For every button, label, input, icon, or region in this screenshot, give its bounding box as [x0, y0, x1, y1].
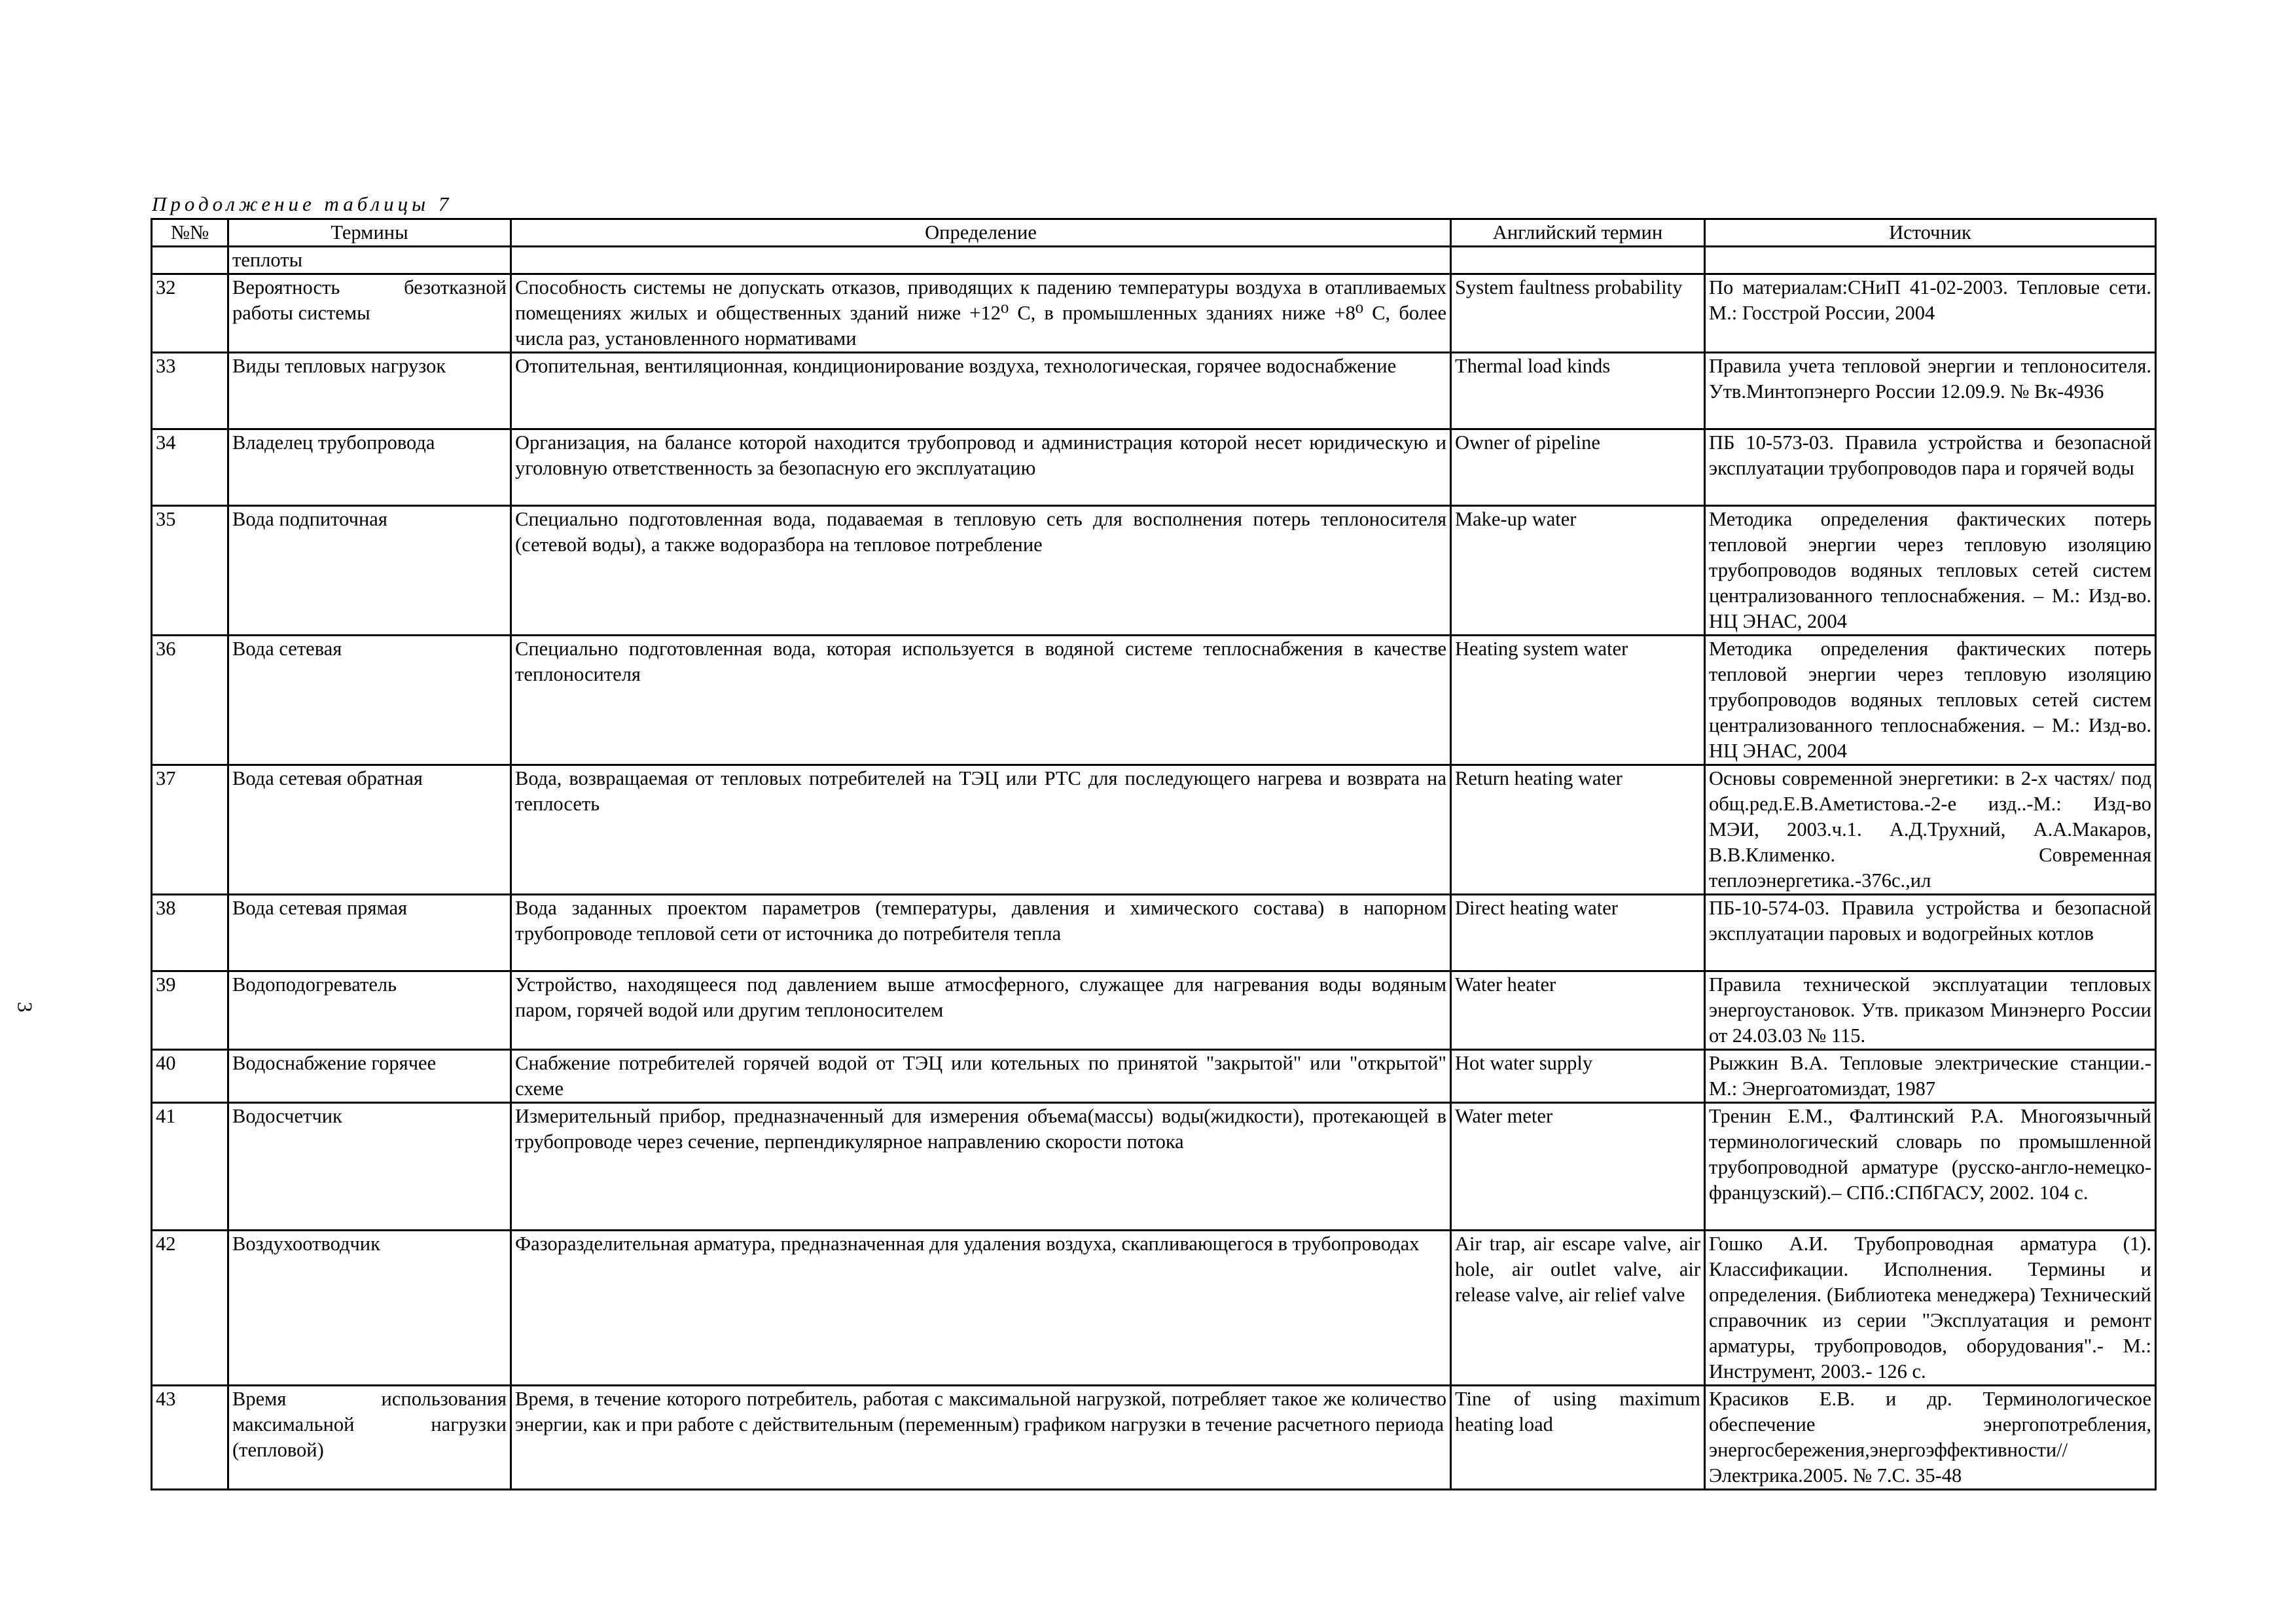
row-english: Owner of pipeline	[1451, 429, 1705, 506]
table-row	[152, 429, 2156, 506]
row-english: Tine of using maximum heating load	[1451, 1386, 1705, 1490]
row-term: Вода сетевая	[228, 636, 511, 765]
row-number: 41	[152, 1103, 228, 1231]
row-term: Вода подпиточная	[228, 506, 511, 636]
row-term: теплоты	[228, 247, 511, 274]
row-term: Владелец трубопровода	[228, 429, 511, 506]
terms-table	[151, 218, 2157, 1490]
row-source: Тренин Е.М., Фалтинский Р.А. Многоязычный терминологический словарь по промышленной трубопроводной арматуре (русско-англо-немецко-французский).– СПб.:СПбГАСУ, 2002. 104 с.	[1705, 1103, 2156, 1231]
table-row	[152, 971, 2156, 1050]
row-number	[152, 247, 228, 274]
row-source: По материалам:СНиП 41-02-2003. Тепловые сети. М.: Госстрой России, 2004	[1705, 274, 2156, 353]
header-row	[152, 219, 2156, 247]
row-english: Return heating water	[1451, 765, 1705, 895]
row-number: 39	[152, 971, 228, 1050]
page-number: 3	[13, 1001, 37, 1013]
row-term: Воздухоотводчик	[228, 1231, 511, 1386]
row-number: 43	[152, 1386, 228, 1490]
row-definition	[511, 247, 1451, 274]
row-source: Правила учета тепловой энергии и теплоносителя. Утв.Минтопэнерго России 12.09.9. № Вк-4936	[1705, 353, 2156, 429]
table-row	[152, 1231, 2156, 1386]
row-english: Thermal load kinds	[1451, 353, 1705, 429]
row-term: Вода сетевая прямая	[228, 895, 511, 971]
row-definition: Измерительный прибор, предназначенный для измерения объема(массы) воды(жидкости), протекающей в трубопроводе через сечение, перпендикулярное направлению скорости потока	[511, 1103, 1451, 1231]
row-number: 34	[152, 429, 228, 506]
header-number: №№	[152, 219, 228, 247]
row-number: 37	[152, 765, 228, 895]
row-english: Make-up water	[1451, 506, 1705, 636]
header-english-term: Английский термин	[1451, 219, 1705, 247]
table-row	[152, 353, 2156, 429]
row-term: Время использования максимальной нагрузки (тепловой)	[228, 1386, 511, 1490]
table-row	[152, 1103, 2156, 1231]
row-english: Water heater	[1451, 971, 1705, 1050]
row-definition: Устройство, находящееся под давлением выше атмосферного, служащее для нагревания воды водяным паром, горячей водой или другим теплоносителем	[511, 971, 1451, 1050]
table-row	[152, 765, 2156, 895]
row-term: Водоподогреватель	[228, 971, 511, 1050]
row-definition: Специально подготовленная вода, подаваемая в тепловую сеть для восполнения потерь теплоносителя (сетевой воды), а также водоразбора на тепловое потребление	[511, 506, 1451, 636]
row-english: Heating system water	[1451, 636, 1705, 765]
row-source: ПБ-10-574-03. Правила устройства и безопасной эксплуатации паровых и водогрейных котлов	[1705, 895, 2156, 971]
header-definition: Определение	[511, 219, 1451, 247]
row-english: Direct heating water	[1451, 895, 1705, 971]
row-number: 32	[152, 274, 228, 353]
row-source: Красиков Е.В. и др. Терминологическое обеспечение энергопотребления, энергосбережения,энергоэффективности// Электрика.2005. № 7.С. 35-48	[1705, 1386, 2156, 1490]
continuation-row	[152, 247, 2156, 274]
row-source: ПБ 10-573-03. Правила устройства и безопасной эксплуатации трубопроводов пара и горячей воды	[1705, 429, 2156, 506]
row-number: 38	[152, 895, 228, 971]
table-row	[152, 1386, 2156, 1490]
row-term: Водосчетчик	[228, 1103, 511, 1231]
row-english: Water meter	[1451, 1103, 1705, 1231]
row-definition: Время, в течение которого потребитель, работая с максимальной нагрузкой, потребляет такое же количество энергии, как и при работе с действительным (переменным) графиком нагрузки в течение расчетного периода	[511, 1386, 1451, 1490]
header-source: Источник	[1705, 219, 2156, 247]
table-row	[152, 636, 2156, 765]
row-source: Основы современной энергетики: в 2-х частях/ под общ.ред.Е.В.Аметистова.-2-е изд..-М.: Изд-во МЭИ, 2003.ч.1. А.Д.Трухний, А.А.Макаров, В.В.Клименко. Современная теплоэнергетика.-376с.,ил	[1705, 765, 2156, 895]
header-terms: Термины	[228, 219, 511, 247]
row-definition: Снабжение потребителей горячей водой от ТЭЦ или котельных по принятой "закрытой" или "открытой" схеме	[511, 1050, 1451, 1103]
row-source	[1705, 247, 2156, 274]
row-number: 35	[152, 506, 228, 636]
row-definition: Фазоразделительная арматура, предназначенная для удаления воздуха, скапливающегося в трубопроводах	[511, 1231, 1451, 1386]
row-definition: Вода, возвращаемая от тепловых потребителей на ТЭЦ или РТС для последующего нагрева и возврата на теплосеть	[511, 765, 1451, 895]
row-english: Hot water supply	[1451, 1050, 1705, 1103]
row-source: Гошко А.И. Трубопроводная арматура (1). Классификации. Исполнения. Термины и определения. (Библиотека менеджера) Технический справочник из серии "Эксплуатация и ремонт арматуры, трубопроводов, оборудования".- М.: Инструмент, 2003.- 126 с.	[1705, 1231, 2156, 1386]
row-term: Водоснабжение горячее	[228, 1050, 511, 1103]
row-number: 33	[152, 353, 228, 429]
row-number: 40	[152, 1050, 228, 1103]
row-number: 36	[152, 636, 228, 765]
row-definition: Отопительная, вентиляционная, кондиционирование воздуха, технологическая, горячее водоснабжение	[511, 353, 1451, 429]
row-english: System faultness probability	[1451, 274, 1705, 353]
row-definition: Способность системы не допускать отказов, приводящих к падению температуры воздуха в отапливаемых помещениях жилых и общественных зданий ниже +12⁰ С, в промышленных зданиях ниже +8⁰ С, более числа раз, установленного нормативами	[511, 274, 1451, 353]
row-source: Правила технической эксплуатации тепловых энергоустановок. Утв. приказом Минэнерго России от 24.03.03 № 115.	[1705, 971, 2156, 1050]
table-row	[152, 1050, 2156, 1103]
table-row	[152, 274, 2156, 353]
row-definition: Специально подготовленная вода, которая используется в водяной системе теплоснабжения в качестве теплоносителя	[511, 636, 1451, 765]
row-term: Вероятность безотказной работы системы	[228, 274, 511, 353]
row-term: Виды тепловых нагрузок	[228, 353, 511, 429]
row-definition: Организация, на балансе которой находится трубопровод и администрация которой несет юридическую и уголовную ответственность за безопасную его эксплуатацию	[511, 429, 1451, 506]
row-english	[1451, 247, 1705, 274]
row-english: Air trap, air escape valve, air hole, air outlet valve, air release valve, air relief valve	[1451, 1231, 1705, 1386]
row-definition: Вода заданных проектом параметров (температуры, давления и химического состава) в напорном трубопроводе тепловой сети от источника до потребителя тепла	[511, 895, 1451, 971]
row-number: 42	[152, 1231, 228, 1386]
table-row	[152, 895, 2156, 971]
table-caption: Продолжение таблицы 7	[152, 192, 453, 215]
row-term: Вода сетевая обратная	[228, 765, 511, 895]
table-row	[152, 506, 2156, 636]
row-source: Методика определения фактических потерь тепловой энергии через тепловую изоляцию трубопроводов водяных тепловых сетей систем централизованного теплоснабжения. – М.: Изд-во. НЦ ЭНАС, 2004	[1705, 506, 2156, 636]
row-source: Методика определения фактических потерь тепловой энергии через тепловую изоляцию трубопроводов водяных тепловых сетей систем централизованного теплоснабжения. – М.: Изд-во. НЦ ЭНАС, 2004	[1705, 636, 2156, 765]
row-source: Рыжкин В.А. Тепловые электрические станции.-М.: Энергоатомиздат, 1987	[1705, 1050, 2156, 1103]
